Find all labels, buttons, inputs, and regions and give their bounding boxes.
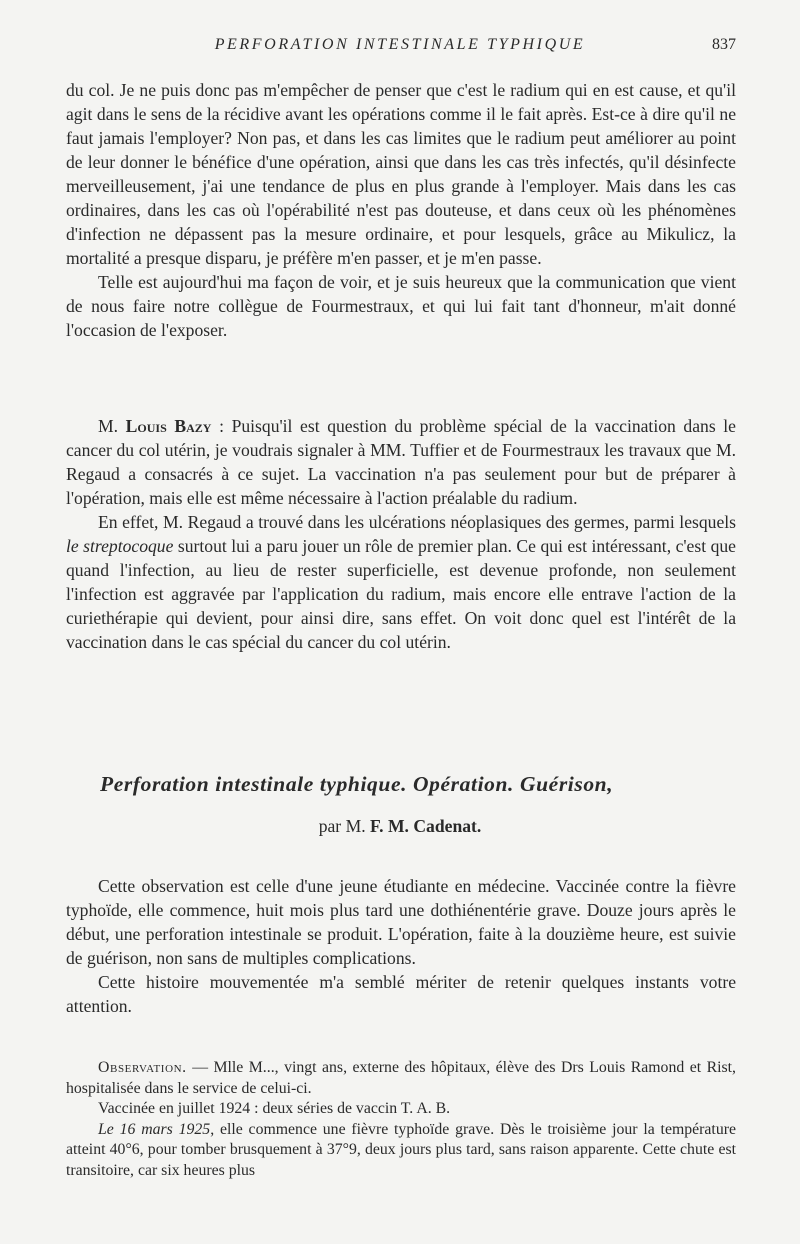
- article-body: [66, 874, 736, 1018]
- page-number: 837: [712, 36, 736, 53]
- discussion-paragraph-2: Telle est aujourd'hui ma façon de voir, et je suis heureux que la communication que vient de nous faire notre collègue de Fourmestraux, et qui lui fait tant d'honneur, m'ait donné l'occasion de l'exposer.: [66, 272, 736, 340]
- observation-line-2: Vaccinée en juillet 1924 : deux séries de vaccin T. A. B.: [98, 1100, 451, 1118]
- running-title: PERFORATION INTESTINALE TYPHIQUE: [214, 36, 586, 53]
- discussion-block: [66, 78, 736, 342]
- article-paragraph-1: Cette observation est celle d'une jeune étudiante en médecine. Vaccinée contre la fièvre typhoïde, elle commence, huit mois plus tard une dothiénentérie grave. Douze jours après le début, une perforation intestinale se produit. L'opération, faite à la douzième heure, est suivie de guérison, non sans de multiples complications.: [66, 876, 736, 968]
- bazy-paragraph-2-italic: le streptocoque: [66, 536, 174, 556]
- observation-date: Le 16 mars 1925: [98, 1120, 211, 1138]
- speaker-prefix: M.: [98, 416, 126, 436]
- observation-line-1-text: — Mlle M..., vingt ans, externe des hôpitaux, élève des Drs Louis Ramond et Rist, hospitalisée dans le service de celui-ci.: [66, 1059, 736, 1097]
- bazy-paragraph-1-text: : Puisqu'il est question du problème spécial de la vaccination dans le cancer du col utérin, je voudrais signaler à MM. Tuffier et de Fourmestraux les travaux que M. Regaud a consacrés à ce sujet. La vaccination n'a pas seulement pour but de préparer à l'opération, mais elle est même nécessaire à l'action préalable du radium.: [66, 416, 736, 508]
- byline-author: F. M. Cadenat.: [370, 816, 482, 836]
- observation-line-1: [66, 1058, 736, 1099]
- observation-line-3-text: , elle commence une fièvre typhoïde grave. Dès le troisième jour la température atteint 40°6, pour tomber brusquement à 37°9, deux jours plus tard, sans raison apparente. Cette chute est transitoire, car six heures plus: [66, 1120, 736, 1179]
- byline-prefix: par M.: [318, 816, 371, 836]
- observation-line-3: [66, 1120, 736, 1182]
- article-title: Perforation intestinale typhique. Opération. Guérison,: [100, 772, 614, 796]
- observation-label: Observation.: [98, 1059, 187, 1076]
- speaker-name: Louis Bazy: [125, 416, 212, 436]
- bazy-paragraph-2: [66, 510, 736, 654]
- bazy-block: [66, 414, 736, 654]
- bazy-paragraph-2-after: surtout lui a paru jouer un rôle de premier plan. Ce qui est intéressant, c'est que quand l'infection, au lieu de rester superficielle, est devenue profonde, non seulement l'infection est aggravée par l'application du radium, mais encore elle entrave l'action de la curiethérapie qui devient, pour ainsi dire, sans effet. On voit donc quel est l'intérêt de la vaccination dans le cas spécial du cancer du col utérin.: [66, 536, 736, 652]
- bazy-paragraph-2-before: En effet, M. Regaud a trouvé dans les ulcérations néoplasiques des germes, parmi lesquels: [98, 512, 736, 532]
- article-byline: [0, 816, 800, 837]
- bazy-paragraph-1: [66, 414, 736, 510]
- observation-block: [66, 1058, 736, 1182]
- article-paragraph-2: Cette histoire mouvementée m'a semblé mériter de retenir quelques instants votre attention.: [66, 972, 736, 1016]
- discussion-paragraph-1: du col. Je ne puis donc pas m'empêcher de penser que c'est le radium qui en est cause, et qu'il agit dans le sens de la récidive avant les opérations comme il le fait après. Est-ce à dire qu'il ne faut jamais l'employer? Non pas, et dans les cas limites que le radium peut améliorer au point de leur donner le bénéfice d'une opération, ainsi que dans les cas très infectés, qu'il désinfecte merveilleusement, j'ai une tendance de plus en plus grande à l'employer. Mais dans les cas ordinaires, dans les cas où l'opérabilité n'est pas douteuse, et dans ceux où les phénomènes d'infection ne dépassent pas la mesure ordinaire, et pour lesquels, grâce au Mikulicz, la mortalité a presque disparu, je préfère m'en passer, et je m'en passe.: [66, 80, 736, 268]
- running-head: [64, 36, 736, 62]
